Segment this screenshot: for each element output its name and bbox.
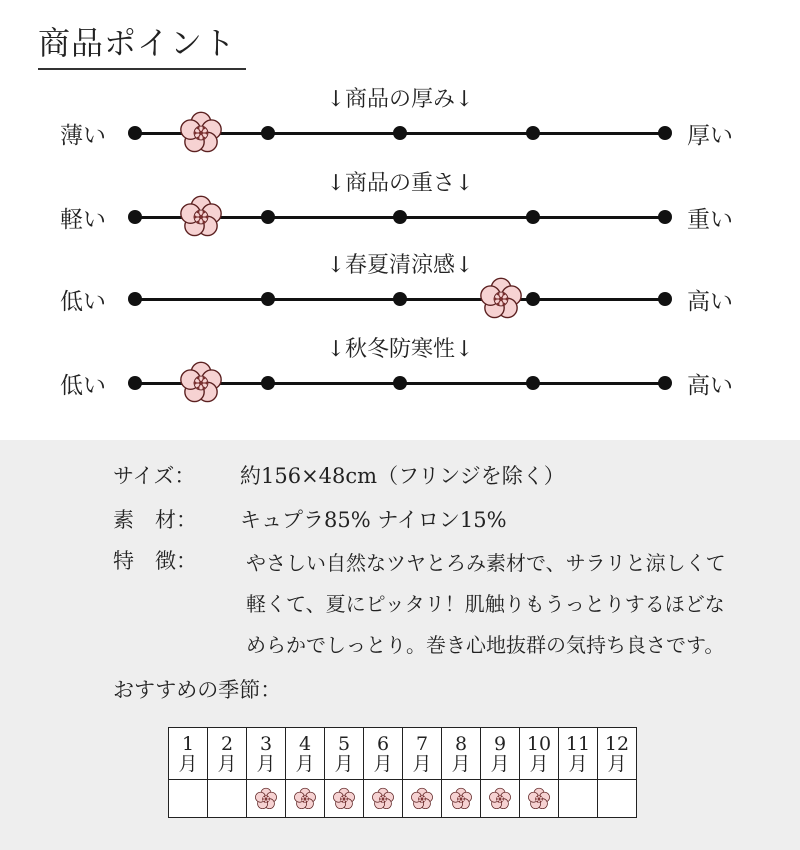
scale-dot	[261, 292, 275, 306]
month-header	[247, 728, 286, 780]
scale-left-label: 低い	[60, 373, 106, 399]
scale-heading: ↓商品の重さ↓	[326, 171, 474, 196]
month-number: 11	[565, 732, 591, 755]
month-number: 1	[181, 732, 195, 755]
month-unit: 月	[295, 752, 315, 775]
month-number: 7	[415, 732, 429, 755]
scale-left-label: 低い	[60, 289, 106, 315]
scale-heading: ↓秋冬防寒性↓	[326, 337, 474, 362]
month-unit: 月	[256, 752, 276, 775]
feature-line: 軽くて、夏にピッタリ！肌触りもうっとりするほどな	[246, 592, 725, 616]
month-mark-cell	[481, 780, 520, 818]
season-title: おすすめの季節：	[113, 678, 282, 702]
scale-left-label: 薄い	[60, 123, 106, 149]
month-mark-cell	[520, 780, 559, 818]
month-mark-row	[169, 780, 637, 818]
month-number: 8	[454, 732, 468, 755]
scale-dot	[128, 126, 142, 140]
month-mark-cell	[169, 780, 208, 818]
scale-right-label: 高い	[687, 373, 733, 399]
month-header	[169, 728, 208, 780]
season-table	[168, 727, 637, 818]
month-unit: 月	[412, 752, 432, 775]
month-header	[442, 728, 481, 780]
month-unit: 月	[334, 752, 354, 775]
month-number: 12	[604, 732, 630, 755]
scale-summer-coolness	[0, 248, 800, 332]
scale-dot	[128, 292, 142, 306]
month-header	[598, 728, 637, 780]
month-header	[325, 728, 364, 780]
flower-icon	[410, 787, 434, 811]
month-unit: 月	[568, 752, 588, 775]
scale-right-label: 重い	[687, 207, 733, 233]
month-mark-cell	[442, 780, 481, 818]
feature-label: 特 徴：	[113, 549, 197, 573]
flower-icon	[254, 787, 278, 811]
page-title: 商品ポイント	[38, 18, 246, 70]
month-header	[520, 728, 559, 780]
month-unit: 月	[490, 752, 510, 775]
month-number: 4	[298, 732, 312, 755]
month-mark-cell	[559, 780, 598, 818]
month-unit: 月	[607, 752, 627, 775]
feature-line: やさしい自然なツヤとろみ素材で、サラリと涼しくて	[246, 551, 726, 575]
month-mark-cell	[208, 780, 247, 818]
scale-heading: ↓商品の厚み↓	[326, 87, 474, 112]
month-mark-cell	[325, 780, 364, 818]
scale-dot	[526, 376, 540, 390]
flower-icon	[371, 787, 395, 811]
scale-right-label: 厚い	[687, 123, 733, 149]
month-unit: 月	[451, 752, 471, 775]
month-header	[403, 728, 442, 780]
flower-icon	[332, 787, 356, 811]
scale-thickness	[0, 82, 800, 166]
scale-dot	[658, 210, 672, 224]
scale-dot	[261, 126, 275, 140]
month-number: 6	[376, 732, 390, 755]
scale-dot	[658, 292, 672, 306]
month-header-row	[169, 728, 637, 780]
scale-dot	[393, 126, 407, 140]
scale-weight	[0, 166, 800, 250]
month-mark-cell	[247, 780, 286, 818]
scale-dot	[393, 292, 407, 306]
scale-left-label: 軽い	[60, 207, 106, 233]
flower-icon	[488, 787, 512, 811]
month-number: 9	[493, 732, 507, 755]
flower-icon	[527, 787, 551, 811]
scale-dot	[658, 126, 672, 140]
flower-icon	[478, 276, 524, 322]
scale-dot	[128, 210, 142, 224]
scale-dot	[261, 376, 275, 390]
month-mark-cell	[364, 780, 403, 818]
month-mark-cell	[286, 780, 325, 818]
month-unit: 月	[529, 752, 549, 775]
size-value: 約156×48cm（フリンジを除く）	[240, 464, 565, 488]
scale-heading: ↓春夏清涼感↓	[326, 253, 474, 278]
scale-dot	[261, 210, 275, 224]
feature-text	[246, 543, 786, 666]
flower-icon	[178, 110, 224, 156]
month-unit: 月	[178, 752, 198, 775]
month-header	[364, 728, 403, 780]
month-number: 3	[259, 732, 273, 755]
material-label: 素 材：	[113, 508, 197, 532]
month-header	[208, 728, 247, 780]
scale-dot	[526, 126, 540, 140]
flower-icon	[178, 194, 224, 240]
scale-right-label: 高い	[687, 289, 733, 315]
scale-dot	[393, 210, 407, 224]
month-number: 10	[526, 732, 552, 755]
flower-icon	[293, 787, 317, 811]
scale-dot	[658, 376, 672, 390]
month-header	[481, 728, 520, 780]
month-mark-cell	[403, 780, 442, 818]
flower-icon	[449, 787, 473, 811]
month-number: 2	[220, 732, 234, 755]
scale-dot	[526, 210, 540, 224]
material-value: キュプラ85% ナイロン15%	[240, 508, 507, 532]
feature-line: めらかでしっとり。巻き心地抜群の気持ち良さです。	[246, 633, 725, 657]
flower-icon	[178, 360, 224, 406]
month-mark-cell	[598, 780, 637, 818]
size-label: サイズ：	[113, 464, 196, 488]
month-number: 5	[337, 732, 351, 755]
month-unit: 月	[217, 752, 237, 775]
scale-dot	[526, 292, 540, 306]
scale-dot	[128, 376, 142, 390]
scale-dot	[393, 376, 407, 390]
month-unit: 月	[373, 752, 393, 775]
month-header	[286, 728, 325, 780]
scale-winter-warmth	[0, 332, 800, 416]
month-header	[559, 728, 598, 780]
